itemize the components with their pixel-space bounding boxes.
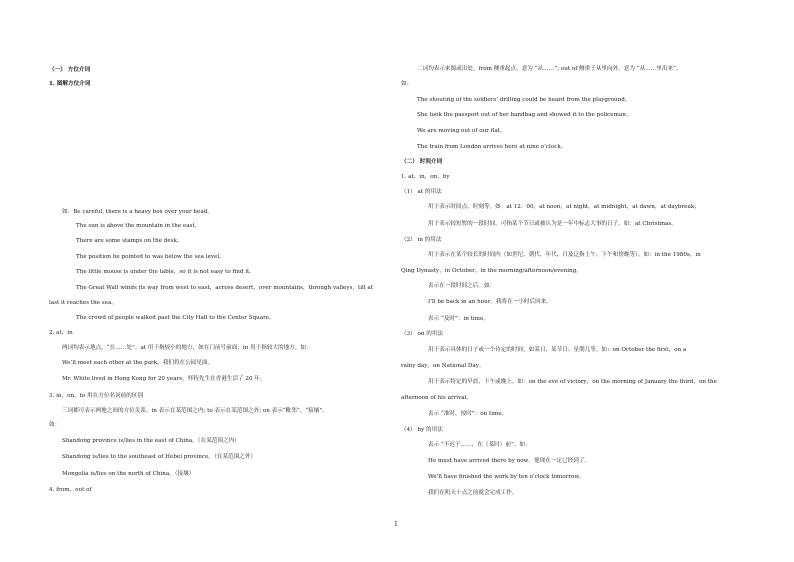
text-line: 表示 “及时”：in time。: [428, 316, 489, 322]
text-line: 用于表示较短暂的一段时间，可指某个节日或被认为是一年中标志大事的日子。如：at Christmas。: [428, 221, 677, 227]
text-line: 如：Be careful, there is a heavy box over your head。: [62, 209, 213, 215]
text-line: The position he pointed to was below the sea level。: [76, 254, 225, 260]
text-line: afternoon of his arrival。: [401, 395, 472, 401]
text-line: rainy day，on National Day。: [401, 363, 485, 369]
text-line: 如：: [49, 422, 61, 428]
text-line: （4） by 的用法: [401, 427, 443, 433]
text-line: Shandong province is/lies in the east of China。（在某范围之内）: [62, 438, 240, 444]
text-line: Mr. White lived in Hong Kong for 20 years。怀特先生在香港生活了 20 年。: [62, 376, 266, 382]
text-line: She took the passport out of her handbag and showed it to the policeman。: [417, 112, 632, 118]
text-line: 二词均表示来源或出处。from 侧重起点，意为 “从……”; out of 侧重于从里向外，意为 “从……里出来”。: [417, 66, 682, 72]
text-line: 2. at，in: [49, 330, 73, 336]
text-line: I’ll be back in an hour。我将在一小时后回来。: [428, 299, 552, 305]
text-line: 我们在明天十点之前就会完成工作。: [428, 490, 518, 496]
text-line: We’ll meet each other at the park，我们将在公园见面。: [62, 360, 214, 366]
text-line: 用于表示特定的早晨、下午或晚上。如：on the eve of victory，on the morning of January the third，on the: [428, 379, 717, 385]
text-line: 1. at，in，on，by: [401, 174, 450, 180]
text-line: Mongolia is/lies on the north of China。（接壤）: [62, 471, 195, 477]
text-line: last it reaches the sea。: [49, 300, 117, 306]
figure-placeholder: [60, 96, 360, 196]
text-line: （2） in 的用法: [401, 237, 442, 243]
text-line: The Great Wall winds its way from west to east，across desert，over mountains，through valleys，till at: [76, 285, 373, 291]
section-heading: （二） 时间介词: [401, 159, 443, 165]
text-line: 用于表示在某个较长的时间内（如世纪、朝代、年代、月及泛指上午、下午和傍晚等）。如：in the 1980s，in: [428, 252, 701, 258]
text-line: Qing Dynasty，in October，in the morning/afternoon/evening。: [401, 268, 582, 274]
text-line: The train from London arrives here at nine o’clock。: [417, 144, 567, 150]
section-heading: 1. 图解方位介词: [49, 81, 91, 87]
text-line: He must have arrived there by now。他现在一定已经到了。: [428, 458, 590, 464]
text-line: We are moving out of our flat。: [417, 128, 506, 134]
text-line: 表示在一段时间之后。如：: [428, 283, 496, 289]
text-line: Shandong is/lies to the southeast of Hebei province。（在某范围之外）: [62, 454, 256, 460]
text-line: 两词均表示地点，“在……处”。at 用于指较小的地方，如在门前号前面；in 用于指较大的地方。如：: [62, 345, 312, 351]
text-line: 4. from，out of: [49, 487, 92, 493]
text-line: 三词都可表示两地之间的方位关系。in 表示在某范围之内; to 表示在某范围之外; on 表示“毗邻”、“接壤”。: [62, 408, 328, 414]
text-line: 表示 “不迟于……，在（某时）前”。如：: [428, 442, 531, 448]
text-line: The shouting of the soldiers’ drilling could be heard from the playground。: [417, 97, 631, 103]
text-line: The crowd of people walked past the City Hall to the Center Square。: [76, 315, 275, 321]
text-line: （3） on 的用法: [401, 331, 444, 337]
text-line: We’ll have finished the work by ten o’clock tomorrow。: [428, 474, 585, 480]
text-line: There are some stamps on the desk。: [76, 238, 183, 244]
text-line: 表示 “准时，按时”：on time。: [428, 411, 508, 417]
text-line: 用于表示具体的日子或一个待定的时间，如某日、某节日、星期几等。如：on October the first，on a: [428, 347, 687, 353]
page-number: 1: [394, 521, 398, 528]
text-line: （1） at 的用法: [401, 189, 442, 195]
text-line: 如：: [401, 81, 413, 87]
text-line: 3. in，on，to 用在方位名词前的区别: [49, 393, 143, 399]
text-line: The sun is above the mountain in the east。: [76, 223, 201, 229]
text-line: 用于表示时间点、时刻等。如：at 12：00，at noon，at night，at midnight，at dawn，at daybreak；: [428, 204, 700, 210]
text-line: The little mouse is under the table，so it is not easy to find it。: [76, 269, 255, 275]
section-heading: （一） 方位介词: [49, 67, 91, 73]
